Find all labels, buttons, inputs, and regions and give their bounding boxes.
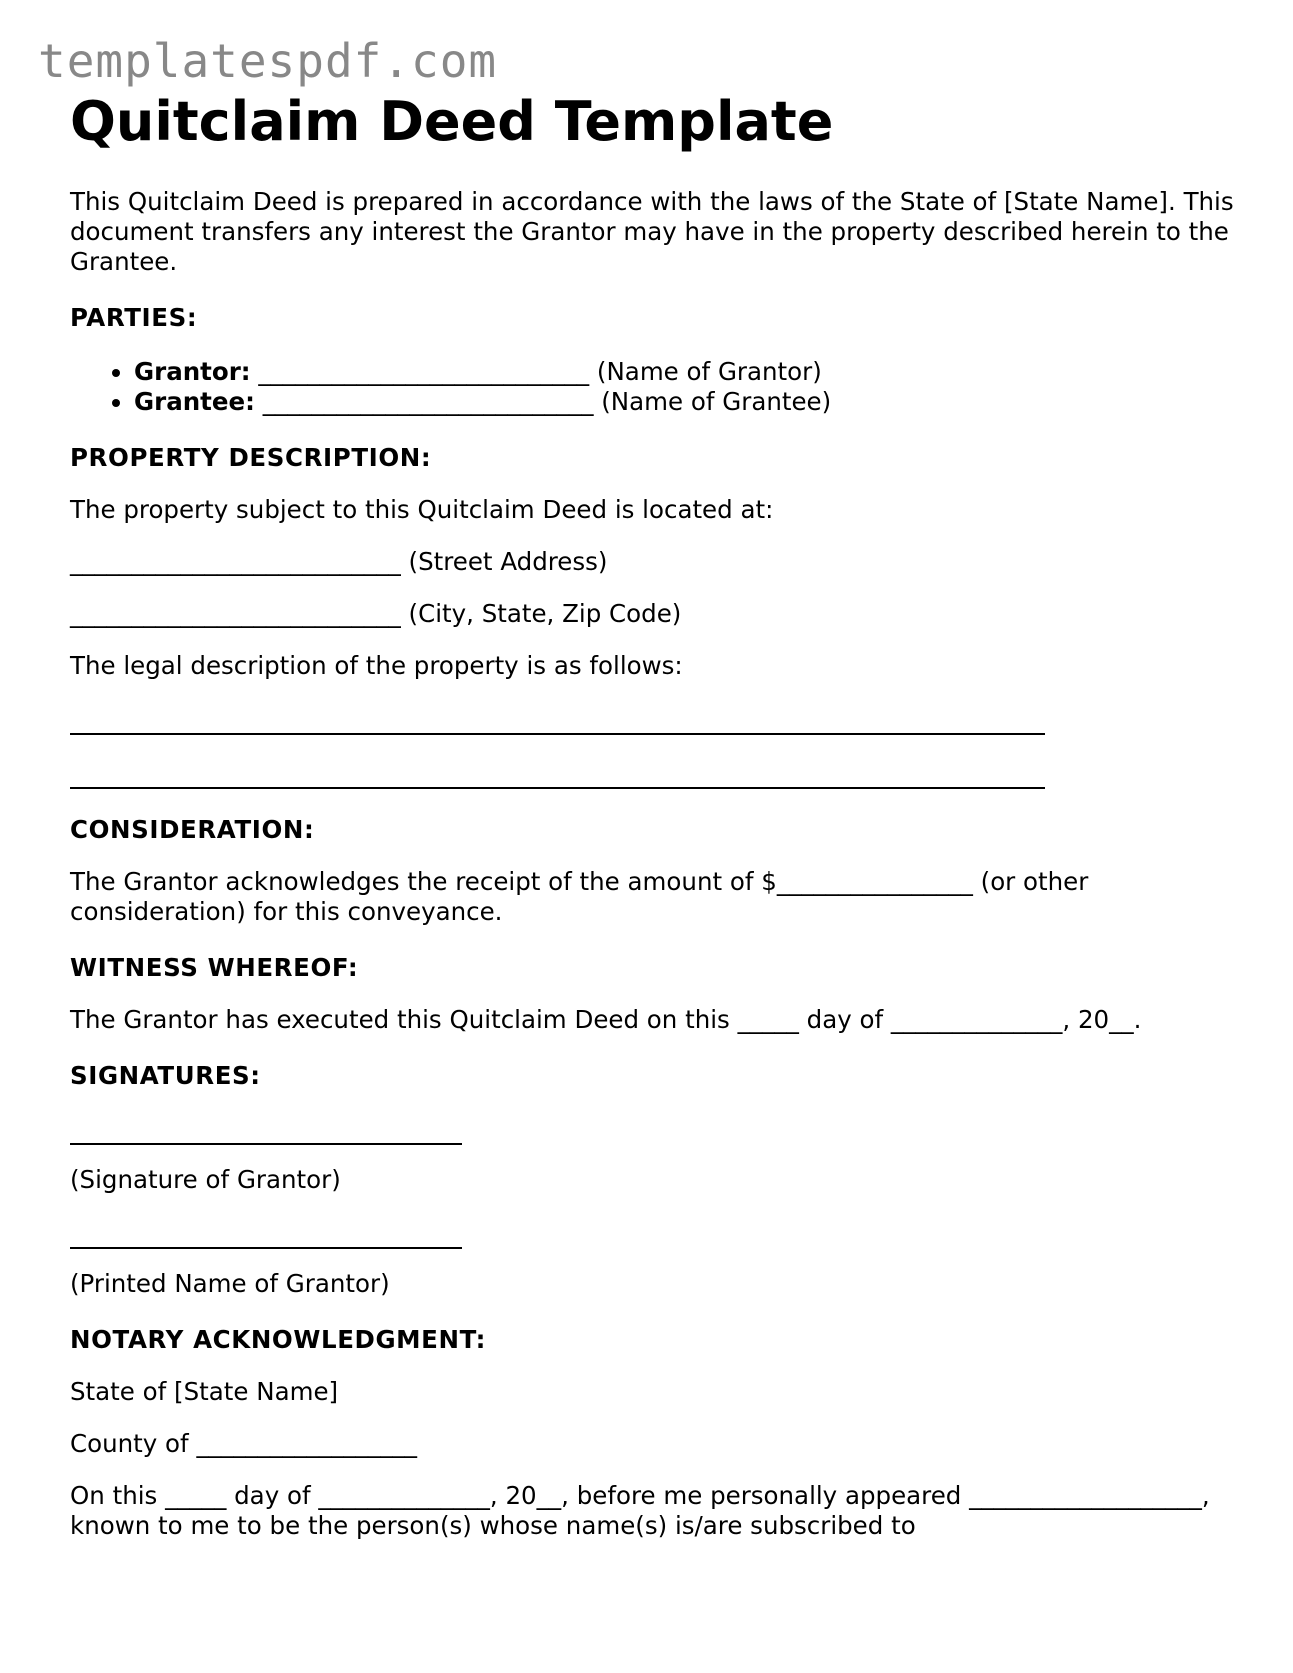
consideration-heading: CONSIDERATION: [70,815,315,844]
grantor-item [134,357,1240,387]
consideration-text: The Grantor acknowledges the receipt of the amount of $________________ (or other consideration) for this conveyance. [70,867,1089,926]
grantee-item [134,387,1240,417]
notary-heading: NOTARY ACKNOWLEDGMENT: [70,1325,486,1354]
page-title: Quitclaim Deed Template [70,90,834,153]
street-address-line: ___________________________ (Street Address) [70,547,608,576]
grantee-line: ___________________________ (Name of Grantee) [254,387,832,416]
grantor-line: ___________________________ (Name of Grantor) [250,357,822,386]
parties-list [70,357,1240,417]
city-state-zip-line: ___________________________ (City, State, Zip Code) [70,599,682,628]
intro-paragraph: This Quitclaim Deed is prepared in accordance with the laws of the State of [State Name]. This document transfers any interest the Grantor may have in the property described herein to the Grantee. [70,187,1234,276]
legal-description-line-2 [70,757,1045,789]
document-body [70,85,1240,1541]
property-heading: PROPERTY DESCRIPTION: [70,443,432,472]
legal-description-line-1 [70,703,1045,735]
property-location-text: The property subject to this Quitclaim Deed is located at: [70,495,774,524]
witness-text: The Grantor has executed this Quitclaim Deed on this _____ day of ______________, 20__. [70,1005,1142,1034]
notary-text: On this _____ day of ______________, 20__, before me personally appeared ___________________, known to me to be the person(s) whose name(s) is/are subscribed to [70,1481,1210,1540]
legal-description-text: The legal description of the property is as follows: [70,651,683,680]
notary-state: State of [State Name] [70,1377,339,1406]
notary-county: County of __________________ [70,1429,417,1458]
watermark: templatespdf.com [38,34,498,88]
grantee-label: Grantee: [134,387,255,416]
parties-heading: PARTIES: [70,303,198,332]
printed-name-line [70,1217,462,1249]
signature-label: (Signature of Grantor) [70,1165,341,1194]
printed-name-label: (Printed Name of Grantor) [70,1269,390,1298]
grantor-signature-line [70,1113,462,1145]
signatures-heading: SIGNATURES: [70,1061,261,1090]
grantor-label: Grantor: [134,357,251,386]
witness-heading: WITNESS WHEREOF: [70,953,359,982]
